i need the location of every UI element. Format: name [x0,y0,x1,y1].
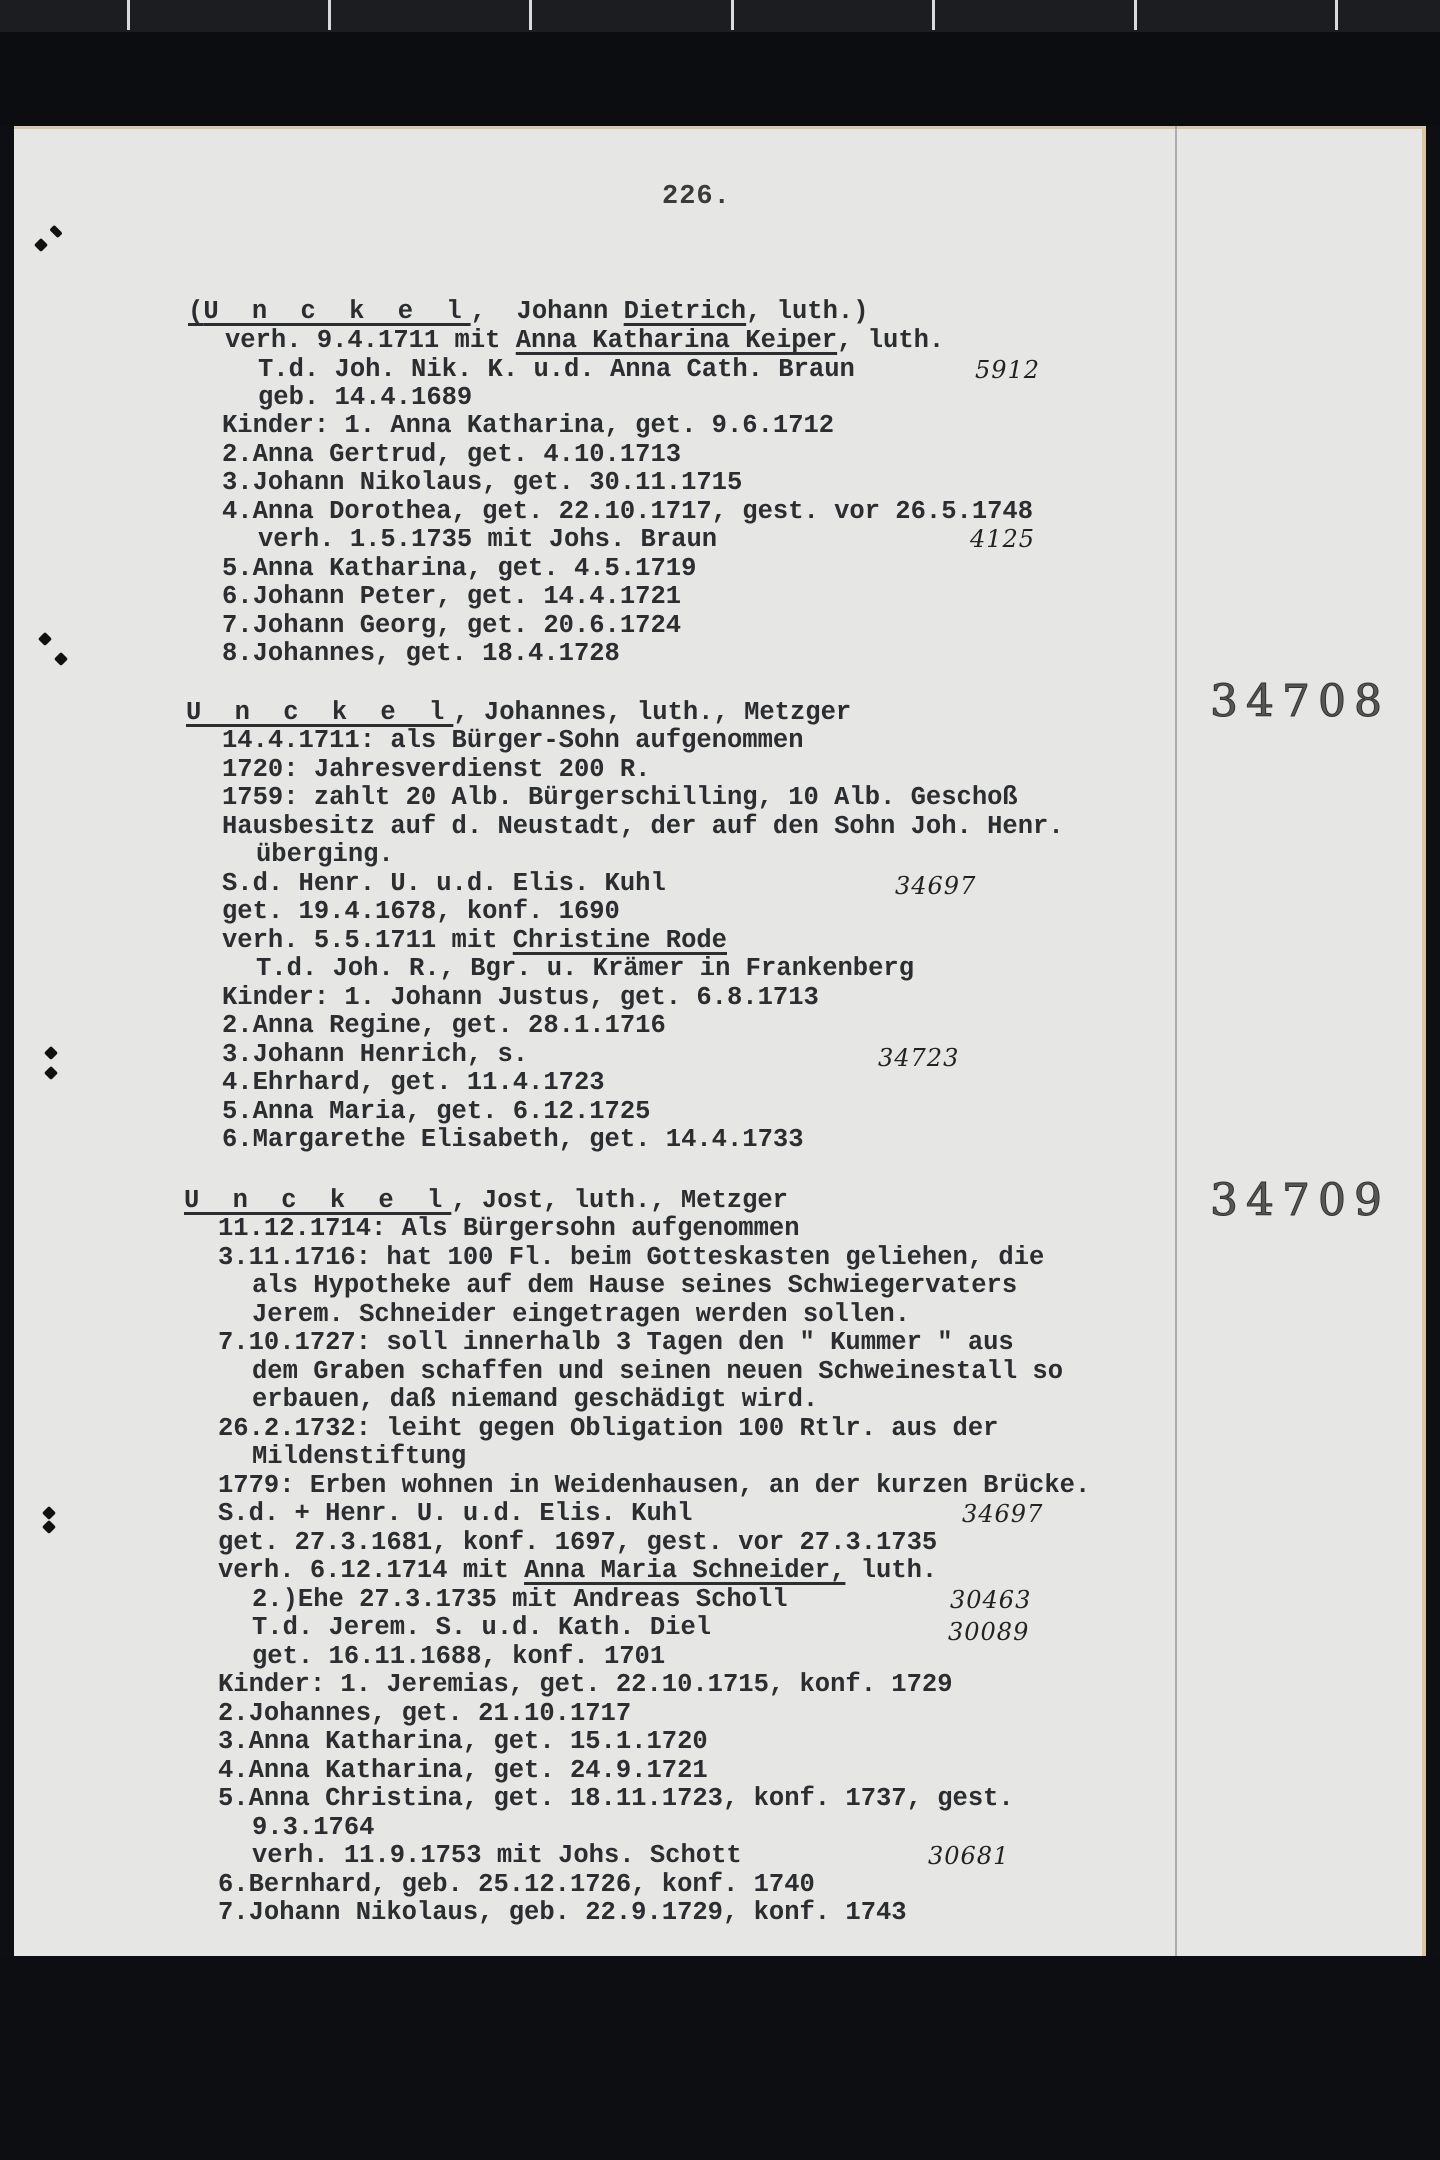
film-tick [127,0,130,30]
record-line: 4.Anna Katharina, get. 24.9.1721 [218,1756,708,1785]
given-name: Dietrich [623,297,747,326]
entry-header [188,298,869,326]
entry-header [186,699,851,727]
record-line [222,927,727,955]
record-line: 7.Johann Georg, get. 20.6.1724 [222,611,682,640]
line-text: verh. 6.12.1714 mit [218,1556,525,1585]
record-line: Jerem. Schneider eingetragen werden sollen. [252,1300,911,1329]
record-number-stamp: 34708 [1210,676,1390,727]
header-text: , Johann [470,297,624,326]
record-line: 3.11.1716: hat 100 Fl. beim Gotteskasten geliehen, die [218,1243,1045,1272]
entry-header [184,1187,788,1215]
surname: U n c k e l [186,698,454,727]
handwritten-note: 34723 [878,1044,960,1072]
handwritten-note: 30681 [928,1842,1010,1870]
record-line: 7.10.1727: soll innerhalb 3 Tagen den " Kummer " aus [218,1328,1014,1357]
record-line: S.d. Henr. U. u.d. Elis. Kuhl [222,869,666,898]
record-line: überging. [256,840,394,869]
record-line: Hausbesitz auf d. Neustadt, der auf den Sohn Joh. Henr. [222,812,1064,841]
record-line: 3.Anna Katharina, get. 15.1.1720 [218,1727,708,1756]
record-line: 9.3.1764 [252,1813,375,1842]
film-tick [529,0,532,30]
record-line: S.d. + Henr. U. u.d. Elis. Kuhl [218,1499,693,1528]
record-line: T.d. Joh. Nik. K. u.d. Anna Cath. Braun [258,355,855,384]
record-number-stamp: 34709 [1210,1175,1390,1226]
record-line: 5.Anna Katharina, get. 4.5.1719 [222,554,697,583]
record-line: 14.4.1711: als Bürger-Sohn aufgenommen [222,726,804,755]
record-line: als Hypotheke auf dem Hause seines Schwiegervaters [252,1271,1018,1300]
record-line: dem Graben schaffen und seinen neuen Schweinestall so [252,1357,1064,1386]
record-line: 8.Johannes, get. 18.4.1728 [222,639,620,668]
handwritten-note: 5912 [975,356,1041,384]
record-line: geb. 14.4.1689 [258,383,473,412]
record-line: 2.)Ehe 27.3.1735 mit Andreas Scholl [252,1585,788,1614]
record-line [218,1557,937,1585]
header-text: , Jost, luth., Metzger [451,1186,788,1215]
record-line: 6.Johann Peter, get. 14.4.1721 [222,582,682,611]
page-number: 226. [662,182,731,212]
record-line: Kinder: 1. Johann Justus, get. 6.8.1713 [222,983,819,1012]
spouse-name: Anna Katharina Keiper [515,326,838,355]
record-line: 7.Johann Nikolaus, geb. 22.9.1729, konf. 1743 [218,1898,907,1927]
record-line: 1759: zahlt 20 Alb. Bürgerschilling, 10 Alb. Geschoß [222,783,1018,812]
record-line: 11.12.1714: Als Bürgersohn aufgenommen [218,1214,800,1243]
record-line: 26.2.1732: leiht gegen Obligation 100 Rtlr. aus der [218,1414,999,1443]
spouse-name: Anna Maria Schneider, [524,1556,846,1585]
record-line: 6.Bernhard, geb. 25.12.1726, konf. 1740 [218,1870,815,1899]
line-text: verh. 9.4.1711 mit [225,326,516,355]
handwritten-note: 30463 [950,1586,1032,1614]
film-tick [1134,0,1137,30]
record-line: 4.Ehrhard, get. 11.4.1723 [222,1068,605,1097]
record-line: T.d. Jerem. S. u.d. Kath. Diel [252,1613,712,1642]
record-line: verh. 11.9.1753 mit Johs. Schott [252,1841,742,1870]
record-line: Kinder: 1. Anna Katharina, get. 9.6.1712 [222,411,835,440]
header-text: , luth.) [746,297,869,326]
line-text: , luth. [837,326,945,355]
film-strip [0,0,1440,32]
record-line: 3.Johann Nikolaus, get. 30.11.1715 [222,468,743,497]
header-text: , Johannes, luth., Metzger [453,698,852,727]
record-line: Mildenstiftung [252,1442,467,1471]
record-line: get. 27.3.1681, konf. 1697, gest. vor 27.3.1735 [218,1528,938,1557]
scan-border-top [0,32,1440,126]
handwritten-note: 4125 [970,525,1036,553]
spouse-name: Christine Rode [512,926,727,955]
record-line: 1720: Jahresverdienst 200 R. [222,755,651,784]
record-line: 2.Anna Gertrud, get. 4.10.1713 [222,440,682,469]
record-line: get. 19.4.1678, konf. 1690 [222,897,620,926]
handwritten-note: 34697 [962,1500,1044,1528]
film-tick [731,0,734,30]
record-line: 1779: Erben wohnen in Weidenhausen, an der kurzen Brücke. [218,1471,1091,1500]
record-line: 5.Anna Maria, get. 6.12.1725 [222,1097,651,1126]
record-line: T.d. Joh. R., Bgr. u. Krämer in Frankenberg [256,954,915,983]
header-open-paren: ( [188,297,204,326]
film-tick [1335,0,1338,30]
record-line: get. 16.11.1688, konf. 1701 [252,1642,666,1671]
film-tick [328,0,331,30]
record-line: erbauen, daß niemand geschädigt wird. [252,1385,819,1414]
handwritten-note: 34697 [895,872,977,900]
handwritten-note: 30089 [948,1618,1030,1646]
line-text: verh. 5.5.1711 mit [222,926,513,955]
scan-border-bottom [0,1956,1440,2160]
record-line: 2.Johannes, get. 21.10.1717 [218,1699,632,1728]
record-line: 5.Anna Christina, get. 18.11.1723, konf. 1737, gest. [218,1784,1014,1813]
record-line: Kinder: 1. Jeremias, get. 22.10.1715, konf. 1729 [218,1670,953,1699]
record-line: 4.Anna Dorothea, get. 22.10.1717, gest. vor 26.5.1748 [222,497,1034,526]
line-text: luth. [845,1556,938,1585]
record-line [225,327,944,355]
record-line: 3.Johann Henrich, s. [222,1040,529,1069]
surname: U n c k e l [184,1186,452,1215]
margin-rule [1175,126,1177,1956]
record-line: 6.Margarethe Elisabeth, get. 14.4.1733 [222,1125,804,1154]
film-tick [932,0,935,30]
record-line: verh. 1.5.1735 mit Johs. Braun [258,525,718,554]
surname: U n c k e l [203,297,471,326]
record-line: 2.Anna Regine, get. 28.1.1716 [222,1011,666,1040]
